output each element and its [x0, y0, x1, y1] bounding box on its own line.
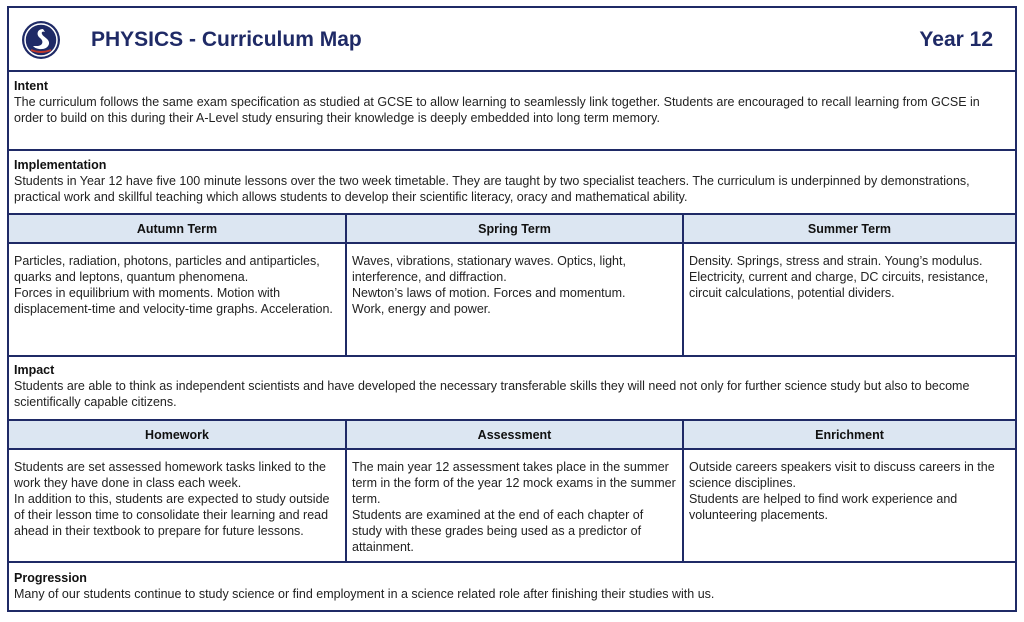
progression-heading: Progression: [14, 571, 87, 585]
summer-term-header: Summer Term: [682, 215, 1015, 244]
homework-line: Students are set assessed homework tasks linked to the work they have done in class each week.: [14, 460, 326, 490]
spring-term-content: [345, 244, 682, 355]
implementation-heading: Implementation: [14, 158, 107, 172]
autumn-term-header: Autumn Term: [9, 215, 345, 244]
enrichment-line: Students are helped to find work experience and volunteering placements.: [689, 492, 958, 522]
assessment-content: [345, 450, 682, 561]
enrichment-header: Enrichment: [682, 421, 1015, 450]
page-header: [9, 8, 1015, 72]
homework-content: [9, 450, 345, 561]
swan-crest-logo: [21, 20, 61, 60]
assessment-header: Assessment: [345, 421, 682, 450]
homework-line: In addition to this, students are expected to study outside of their lesson time to consolidate their learning and read ahead in their textbook to prepare for future lessons.: [14, 492, 330, 538]
autumn-line: Forces in equilibrium with moments. Motion with displacement-time and velocity-time graphs. Acceleration.: [14, 286, 333, 316]
year-label: Year 12: [919, 28, 993, 51]
homework-header: Homework: [9, 421, 345, 450]
enrichment-content: [682, 450, 1015, 561]
intent-section: [9, 72, 1015, 151]
progression-text: Many of our students continue to study science or find employment in a science related role after finishing their studies with us.: [14, 587, 715, 601]
progression-section: [9, 563, 1015, 610]
spring-term-header: Spring Term: [345, 215, 682, 244]
summer-line: Electricity, current and charge, DC circuits, resistance, circuit calculations, potential dividers.: [689, 270, 989, 300]
autumn-term-content: [9, 244, 345, 355]
enrichment-line: Outside careers speakers visit to discuss careers in the science disciplines.: [689, 460, 995, 490]
curriculum-map: [7, 6, 1017, 612]
extras-table: [9, 421, 1015, 563]
implementation-section: [9, 151, 1015, 215]
implementation-text: Students in Year 12 have five 100 minute lessons over the two week timetable. They are taught by two specialist teachers. The curriculum is underpinned by demonstrations, practical work and skillful teaching which allows students to develop their scientific literacy, oracy and mathematical ability.: [14, 174, 970, 204]
assessment-line: Students are examined at the end of each chapter of study with these grades being used as a predictor of attainment.: [352, 508, 644, 554]
summer-term-content: [682, 244, 1015, 355]
impact-heading: Impact: [14, 363, 55, 377]
terms-table: [9, 215, 1015, 357]
autumn-line: Particles, radiation, photons, particles and antiparticles, quarks and leptons, quantum phenomena.: [14, 254, 320, 284]
page-title: PHYSICS - Curriculum Map: [91, 28, 362, 51]
intent-heading: Intent: [14, 79, 49, 93]
impact-section: [9, 357, 1015, 421]
assessment-line: The main year 12 assessment takes place in the summer term in the form of the year 12 mock exams in the summer term.: [352, 460, 676, 506]
spring-line: Work, energy and power.: [352, 302, 491, 316]
summer-line: Density. Springs, stress and strain. Young’s modulus.: [689, 254, 983, 268]
intent-text: The curriculum follows the same exam specification as studied at GCSE to allow learning to seamlessly link together. Students are encouraged to recall learning from GCSE in order to build on this during their A-Level study ensuring their knowledge is deeply embedded into long term memory.: [14, 95, 980, 125]
spring-line: Newton’s laws of motion. Forces and momentum.: [352, 286, 626, 300]
impact-text: Students are able to think as independent scientists and have developed the necessary transferable skills they will need not only for further science study but also to become scientifically capable citizens.: [14, 379, 970, 409]
spring-line: Waves, vibrations, stationary waves. Optics, light, interference, and diffraction.: [352, 254, 626, 284]
